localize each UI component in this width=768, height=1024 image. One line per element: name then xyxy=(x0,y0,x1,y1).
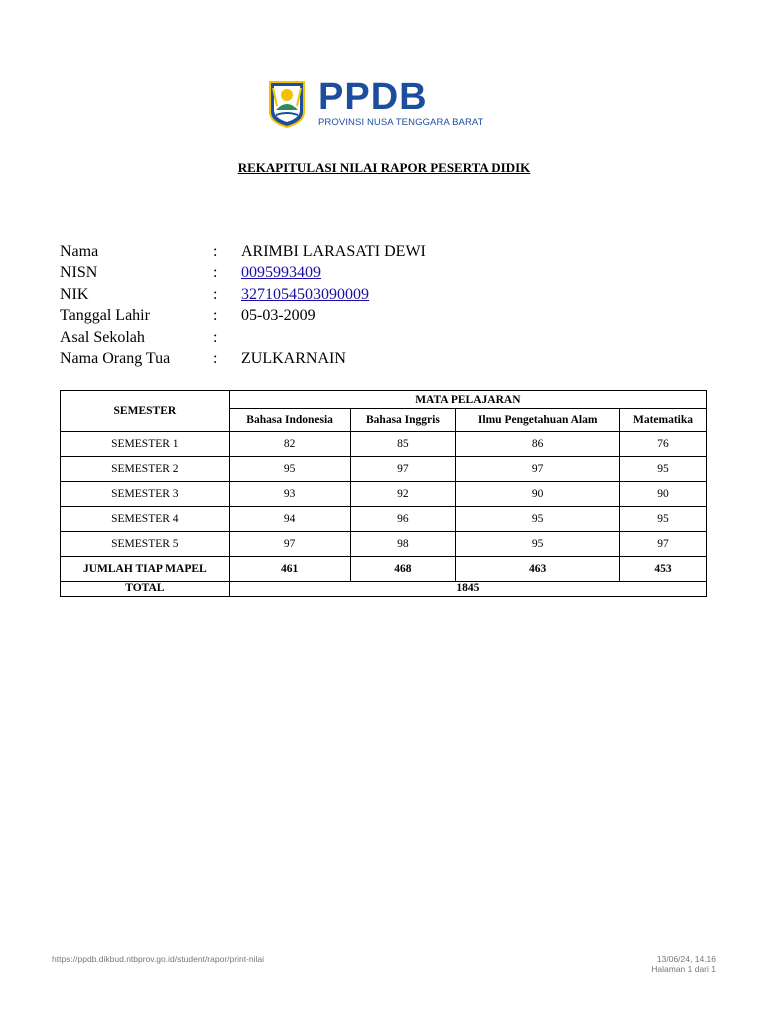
info-row-nisn xyxy=(60,263,426,285)
info-row-tanggal-lahir xyxy=(60,306,426,328)
info-row-nama-orang-tua xyxy=(60,349,426,371)
sum-cell: 468 xyxy=(350,557,456,582)
nisn-link[interactable]: 0095993409 xyxy=(241,264,321,282)
semester-cell: SEMESTER 5 xyxy=(61,532,230,557)
subject-header: Ilmu Pengetahuan Alam xyxy=(456,409,620,432)
score-cell: 92 xyxy=(350,482,456,507)
score-cell: 95 xyxy=(229,457,350,482)
score-cell: 86 xyxy=(456,432,620,457)
brand-subtitle: PROVINSI NUSA TENGGARA BARAT xyxy=(318,117,484,128)
info-row-asal-sekolah xyxy=(60,327,426,349)
footer-page-number: Halaman 1 dari 1 xyxy=(651,964,716,974)
total-label: TOTAL xyxy=(61,582,230,597)
table-row xyxy=(61,482,707,507)
brand-name: PPDB xyxy=(318,76,428,118)
semester-cell: SEMESTER 2 xyxy=(61,457,230,482)
sum-cell: 453 xyxy=(620,557,707,582)
score-cell: 95 xyxy=(620,507,707,532)
score-cell: 90 xyxy=(620,482,707,507)
info-value-nama: ARIMBI LARASATI DEWI xyxy=(241,242,426,260)
sum-cell: 461 xyxy=(229,557,350,582)
footer-url: https://ppdb.dikbud.ntbprov.go.id/student/rapor/print-nilai xyxy=(52,954,265,964)
semester-cell: SEMESTER 4 xyxy=(61,507,230,532)
info-label: Asal Sekolah xyxy=(60,328,145,346)
semester-header: SEMESTER xyxy=(61,391,230,432)
ntb-emblem-icon xyxy=(268,80,306,128)
score-cell: 76 xyxy=(620,432,707,457)
table-row xyxy=(61,507,707,532)
info-colon: : xyxy=(213,328,218,346)
info-label: NISN xyxy=(60,264,98,282)
score-cell: 95 xyxy=(456,532,620,557)
student-info xyxy=(60,241,426,370)
score-cell: 97 xyxy=(456,457,620,482)
info-label: Tanggal Lahir xyxy=(60,307,150,325)
table-row xyxy=(61,532,707,557)
info-row-nama xyxy=(60,241,426,263)
sum-label: JUMLAH TIAP MAPEL xyxy=(61,557,230,582)
sum-row xyxy=(61,557,707,582)
score-cell: 94 xyxy=(229,507,350,532)
score-cell: 96 xyxy=(350,507,456,532)
footer-datetime: 13/06/24, 14.16 xyxy=(656,954,716,964)
subject-header: Matematika xyxy=(620,409,707,432)
info-value-nama-orang-tua: ZULKARNAIN xyxy=(241,350,346,368)
score-cell: 97 xyxy=(229,532,350,557)
info-value-asal-sekolah xyxy=(241,327,426,349)
score-cell: 85 xyxy=(350,432,456,457)
info-value-tanggal-lahir: 05-03-2009 xyxy=(241,307,316,325)
info-colon: : xyxy=(213,264,218,282)
score-cell: 90 xyxy=(456,482,620,507)
info-label: Nama xyxy=(60,242,99,260)
ppdb-header xyxy=(268,76,484,128)
total-value: 1845 xyxy=(229,582,706,597)
info-label: NIK xyxy=(60,285,89,303)
subject-group-header: MATA PELAJARAN xyxy=(229,391,706,409)
info-row-nik xyxy=(60,284,426,306)
table-row xyxy=(61,457,707,482)
info-colon: : xyxy=(213,350,218,368)
score-cell: 95 xyxy=(456,507,620,532)
semester-cell: SEMESTER 3 xyxy=(61,482,230,507)
info-colon: : xyxy=(213,307,218,325)
score-cell: 95 xyxy=(620,457,707,482)
score-cell: 98 xyxy=(350,532,456,557)
info-colon: : xyxy=(213,285,218,303)
subject-header: Bahasa Indonesia xyxy=(229,409,350,432)
nik-link[interactable]: 3271054503090009 xyxy=(241,285,369,303)
total-row xyxy=(61,582,707,597)
score-cell: 82 xyxy=(229,432,350,457)
table-row xyxy=(61,432,707,457)
score-cell: 93 xyxy=(229,482,350,507)
grades-table xyxy=(60,390,707,597)
document-title: REKAPITULASI NILAI RAPOR PESERTA DIDIK xyxy=(237,160,531,175)
info-label: Nama Orang Tua xyxy=(60,350,171,368)
score-cell: 97 xyxy=(350,457,456,482)
sum-cell: 463 xyxy=(456,557,620,582)
info-colon: : xyxy=(213,242,218,260)
score-cell: 97 xyxy=(620,532,707,557)
subject-header: Bahasa Inggris xyxy=(350,409,456,432)
semester-cell: SEMESTER 1 xyxy=(61,432,230,457)
